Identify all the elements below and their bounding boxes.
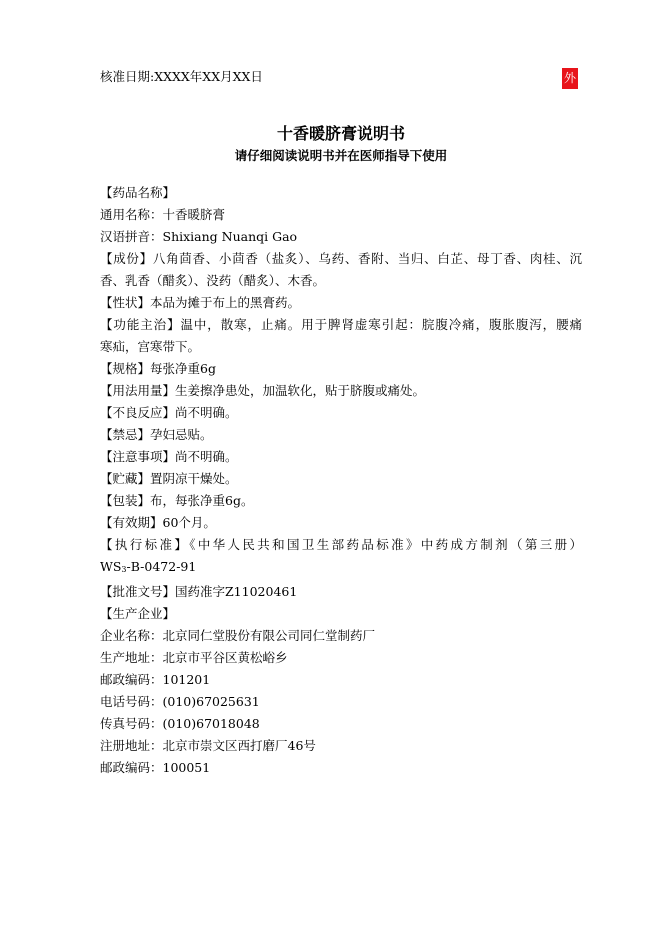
- production-address: 生产地址：北京市平谷区黄松峪乡: [100, 650, 288, 665]
- standard-code-prefix: WS: [100, 559, 122, 574]
- leaflet-body: [100, 182, 582, 779]
- standard-code-suffix: -B-0472-91: [126, 559, 197, 574]
- standard-code-subscript: 3: [121, 565, 127, 574]
- storage: 【贮藏】置阴凉干燥处。: [100, 471, 238, 486]
- ingredients-line-1: 【成份】八角茴香、小茴香（盐炙）、乌药、香附、当归、白芷、母丁香、肉桂、沉: [100, 251, 582, 266]
- indications-line-2: 寒疝，宫寒带下。: [100, 339, 201, 354]
- company-name: 企业名称：北京同仁堂股份有限公司同仁堂制药厂: [100, 628, 376, 643]
- phone-number: 电话号码：(010)67025631: [100, 694, 260, 709]
- package: 【包装】布，每张净重6g。: [100, 493, 254, 508]
- registered-address: 注册地址：北京市崇文区西打磨厂46号: [100, 738, 316, 753]
- validity: 【有效期】60个月。: [100, 515, 216, 530]
- postal-code-production: 邮政编码：101201: [100, 672, 211, 687]
- adverse-reactions: 【不良反应】尚不明确。: [100, 405, 238, 420]
- pinyin-name: 汉语拼音：Shixiang Nuanqi Gao: [100, 229, 298, 244]
- precautions: 【注意事项】尚不明确。: [100, 449, 238, 464]
- approval-date: 核准日期:XXXX年XX月XX日: [100, 69, 263, 84]
- external-use-badge: 外: [562, 68, 578, 89]
- contraindications: 【禁忌】孕妇忌贴。: [100, 427, 213, 442]
- indications-line-1: 【功能主治】温中，散寒，止痛。用于脾肾虚寒引起：脘腹冷痛，腹胀腹泻，腰痛: [100, 317, 582, 332]
- approval-number: 【批准文号】国药准字Z11020461: [100, 584, 298, 599]
- postal-code-registered: 邮政编码：100051: [100, 760, 211, 775]
- manufacturer-heading: 【生产企业】: [100, 606, 176, 621]
- fax-number: 传真号码：(010)67018048: [100, 716, 260, 731]
- drug-name-heading: 【药品名称】: [100, 185, 176, 200]
- ingredients-line-2: 香、乳香（醋炙）、没药（醋炙）、木香。: [100, 273, 326, 288]
- document-title: 十香暖脐膏说明书: [276, 124, 405, 143]
- properties: 【性状】本品为摊于布上的黑膏药。: [100, 295, 301, 310]
- document-subtitle: 请仔细阅读说明书并在医师指导下使用: [234, 148, 448, 163]
- generic-name: 通用名称：十香暖脐膏: [100, 207, 226, 222]
- standard-line-1: 【执行标准】《中华人民共和国卫生部药品标准》中药成方制剂（第三册）: [100, 537, 582, 552]
- standard-line-2: [100, 556, 582, 581]
- dosage: 【用法用量】生姜擦净患处，加温软化，贴于脐腹或痛处。: [100, 383, 426, 398]
- specification: 【规格】每张净重6g: [100, 361, 216, 376]
